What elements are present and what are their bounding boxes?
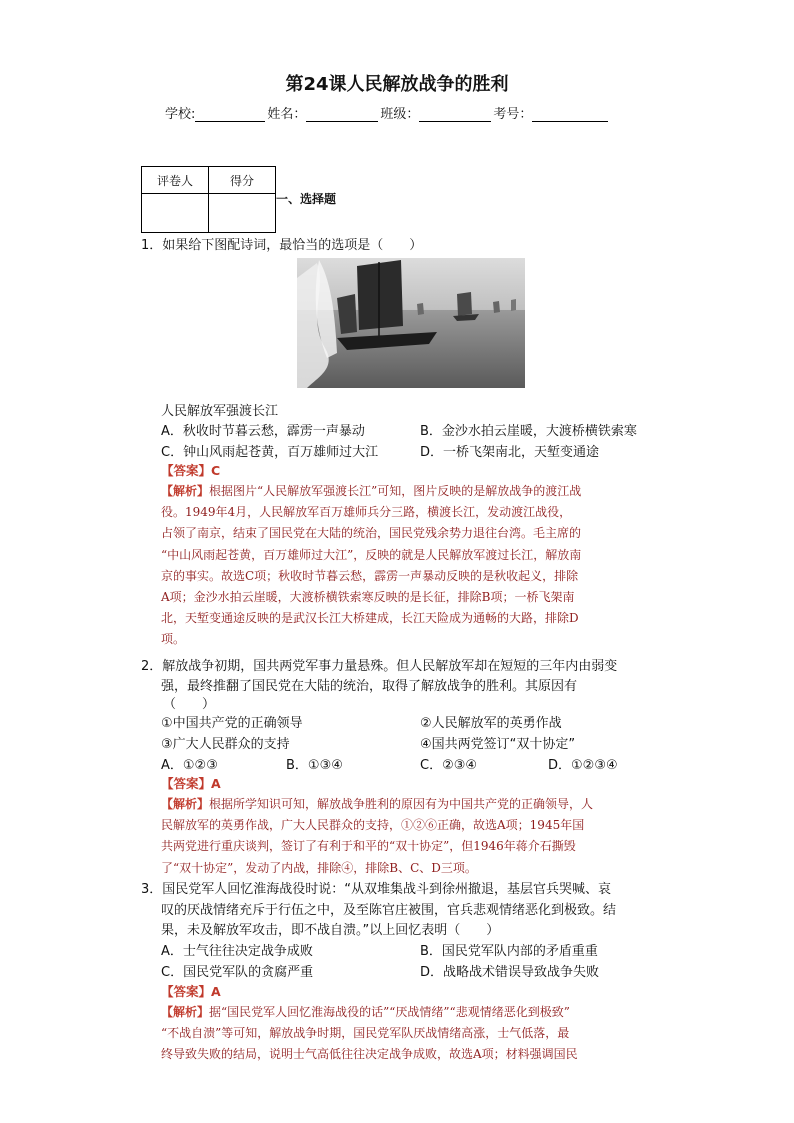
- q2-stem-line: （ ）: [163, 697, 216, 712]
- score-table: [141, 166, 276, 233]
- q3-option-a[interactable]: A．士气往往决定战争成败: [161, 944, 313, 959]
- q1-answer-tag: 【答案】: [161, 463, 212, 478]
- q3-answer-value: A: [211, 984, 221, 999]
- q3-analysis-line: 终导致失败的结局，说明士气高低往往决定战争成败，故选A项；材料强调国民: [161, 1047, 578, 1062]
- q3-answer: [161, 982, 221, 1000]
- q1-answer-value: C: [211, 463, 221, 478]
- q1-option-d[interactable]: D．一桥飞架南北，天堑变通途: [420, 445, 600, 460]
- q2-analysis-tag: 【解析】: [161, 797, 210, 811]
- class-label: 班级：: [380, 107, 420, 122]
- q1-analysis-line: A项；金沙水拍云崖暖，大渡桥横铁索寒反映的是长征，排除B项；一桥飞架南: [161, 590, 575, 605]
- q2-option-c[interactable]: C．②③④: [420, 758, 478, 773]
- q3-analysis-line: “不战自溃”等可知，解放战争时期，国民党军队厌战情绪高涨，士气低落，最: [161, 1026, 570, 1041]
- q2-statement-1: ①中国共产党的正确领导: [161, 716, 303, 731]
- class-field[interactable]: [419, 107, 491, 122]
- q3-stem-line: 果，未及解放军攻击，即不战自溃。”以上回忆表明（ ）: [161, 923, 500, 938]
- q2-analysis-line: 根据所学知识可知，解放战争胜利的原因有为中国共产党的正确领导，人: [209, 797, 594, 811]
- q1-analysis-line: 役。1949年4月，人民解放军百万雄师兵分三路，横渡长江，发动渡江战役，: [161, 505, 572, 520]
- q1-option-b[interactable]: B．金沙水拍云崖暖，大渡桥横铁索寒: [420, 424, 637, 439]
- q2-option-d[interactable]: D．①②③④: [548, 758, 618, 773]
- q2-analysis: [161, 794, 641, 879]
- q1-image-caption: 人民解放军强渡长江: [161, 404, 279, 419]
- q1-analysis: [161, 481, 641, 651]
- river-crossing-photo: [297, 258, 525, 388]
- school-field[interactable]: [195, 107, 265, 122]
- q2-option-b[interactable]: B．①③④: [286, 758, 343, 773]
- q3-stem-line: 3．国民党军人回忆淮海战役时说：“从双堆集战斗到徐州撤退，基层官兵哭喊、哀: [141, 882, 612, 897]
- q1-option-a[interactable]: A．秋收时节暮云愁，霹雳一声暴动: [161, 424, 365, 439]
- q1-analysis-line: 根据图片“人民解放军强渡长江”可知，图片反映的是解放战争的渡江战: [209, 484, 582, 498]
- q1-stem: 1．如果给下图配诗词，最恰当的选项是（ ）: [141, 238, 423, 253]
- score-header: 得分: [209, 167, 276, 194]
- q2-stem-line: 2．解放战争初期，国共两党军事力量悬殊。但人民解放军却在短短的三年内由弱变: [141, 659, 618, 674]
- exam-no-label: 考号：: [493, 107, 533, 122]
- q1-analysis-line: 项。: [161, 632, 186, 647]
- q1-answer: [161, 461, 220, 479]
- student-info-row: [165, 103, 610, 122]
- section-title: 一、选择题: [276, 192, 337, 206]
- page-title: 第24课人民解放战争的胜利: [285, 74, 509, 95]
- name-field[interactable]: [306, 107, 378, 122]
- q3-answer-tag: 【答案】: [161, 984, 212, 999]
- q2-statement-2: ②人民解放军的英勇作战: [420, 716, 562, 731]
- q2-statement-4: ④国共两党签订“双十协定”: [420, 737, 576, 752]
- q2-analysis-line: 共两党进行重庆谈判，签订了有利于和平的“双十协定”，但1946年蒋介石撕毁: [161, 839, 576, 854]
- q3-analysis: [161, 1002, 641, 1066]
- q2-stem-line: 强，最终推翻了国民党在大陆的统治，取得了解放战争的胜利。其原因有: [161, 679, 578, 694]
- q2-statement-3: ③广大人民群众的支持: [161, 737, 290, 752]
- q2-analysis-line: 了“双十协定”，发动了内战，排除④，排除B、C、D三项。: [161, 860, 477, 875]
- exam-no-field[interactable]: [532, 107, 608, 122]
- q3-analysis-line: 据“国民党军人回忆淮海战役的话”“厌战情绪”“悲观情绪恶化到极致”: [209, 1005, 570, 1019]
- q3-analysis-tag: 【解析】: [161, 1005, 210, 1019]
- q1-analysis-line: “中山风雨起苍黄，百万雄师过大江”，反映的就是人民解放军渡过长江，解放南: [161, 547, 582, 562]
- q2-answer: [161, 774, 221, 792]
- q2-option-a[interactable]: A．①②③: [161, 758, 218, 773]
- q1-option-c[interactable]: C．钟山风雨起苍黄，百万雄师过大江: [161, 445, 379, 460]
- q3-option-b[interactable]: B．国民党军队内部的矛盾重重: [420, 944, 598, 959]
- q1-analysis-line: 北，天堑变通途反映的是武汉长江大桥建成，长江天险成为通畅的大路，排除D: [161, 611, 579, 626]
- grader-cell[interactable]: [142, 194, 209, 233]
- q1-analysis-line: 占领了南京，结束了国民党在大陆的统治，国民党残余势力退往台湾。毛主席的: [161, 526, 582, 541]
- q1-analysis-tag: 【解析】: [161, 484, 210, 498]
- grader-header: 评卷人: [142, 167, 209, 194]
- q2-answer-tag: 【答案】: [161, 776, 212, 791]
- q2-answer-value: A: [211, 776, 221, 791]
- q1-analysis-line: 京的事实。故选C项；秋收时节暮云愁，霹雳一声暴动反映的是秋收起义，排除: [161, 568, 579, 583]
- q3-stem-line: 叹的厌战情绪充斥于行伍之中，及至陈官庄被围，官兵悲观情绪恶化到极致。结: [161, 903, 617, 918]
- q3-option-c[interactable]: C．国民党军队的贪腐严重: [161, 965, 314, 980]
- q3-option-d[interactable]: D．战略战术错误导致战争失败: [420, 965, 600, 980]
- score-cell[interactable]: [209, 194, 276, 233]
- q2-analysis-line: 民解放军的英勇作战，广大人民群众的支持，①②⑥正确，故选A项；1945年国: [161, 818, 585, 833]
- name-label: 姓名：: [267, 107, 307, 122]
- school-label: 学校:: [165, 107, 196, 122]
